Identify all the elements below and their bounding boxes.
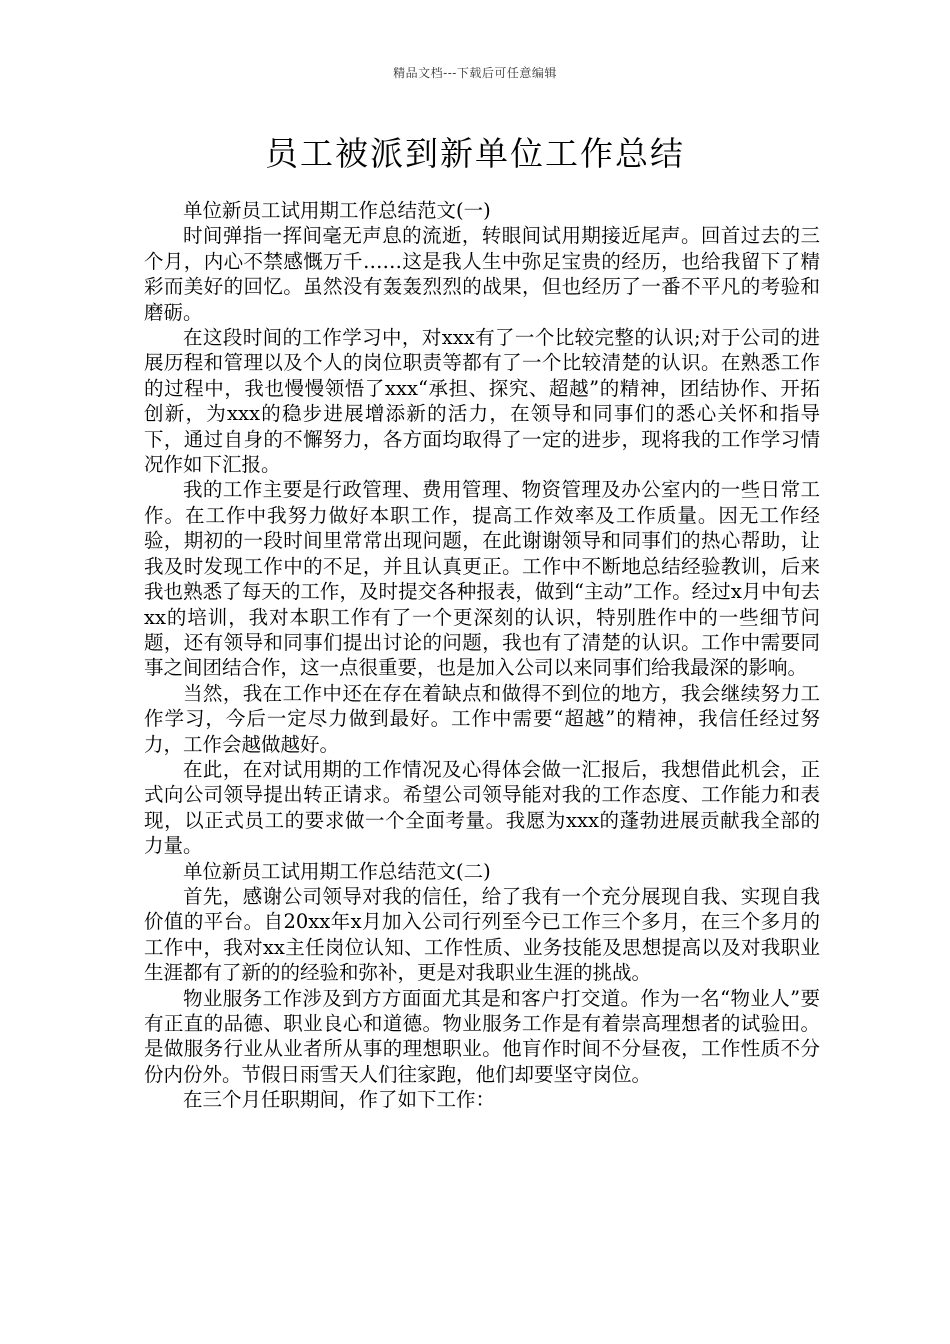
section-heading: 单位新员工试用期工作总结范文(二) xyxy=(183,859,491,883)
body-paragraph: 在此，在对试用期的工作情况及心得体会做一汇报后，我想借此机会，正式向公司领导提出转正请求。希望公司领导能对我的工作态度、工作能力和表现，以正式员工的要求做一个全面考量。我愿为xxx的蓬勃进展贡献我全部的力量。 xyxy=(144,757,820,858)
body-paragraph: 当然，我在工作中还在存在着缺点和做得不到位的地方，我会继续努力工作学习，今后一定尽力做到最好。工作中需要“超越”的精神，我信任经过努力，工作会越做越好。 xyxy=(144,681,820,756)
header-note: 精品文档---下载后可任意编辑 xyxy=(393,66,557,80)
section-heading: 单位新员工试用期工作总结范文(一) xyxy=(183,199,491,222)
body-paragraph: 首先，感谢公司领导对我的信任，给了我有一个充分展现自我、实现自我价值的平台。自20xx年x月加入公司行列至今已工作三个多月，在三个多月的工作中，我对xx主任岗位认知、工作性质、业务技能及思想提高以及对我职业生涯都有了新的的经验和弥补，更是对我职业生涯的挑战。 xyxy=(144,884,820,985)
body-paragraph: 物业服务工作涉及到方方面面尤其是和客户打交道。作为一名“物业人”要有正直的品德、职业良心和道德。物业服务工作是有着崇高理想者的试验田。是做服务行业从业者所从事的理想职业。他肓作时间不分昼夜，工作性质不分份内份外。节假日雨雪天人们往家跑，他们却要坚守岗位。 xyxy=(144,986,820,1086)
body-paragraph: 我的工作主要是行政管理、费用管理、物资管理及办公室内的一些日常工作。在工作中我努力做好本职工作，提高工作效率及工作质量。因无工作经验，期初的一段时间里常常出现问题，在此谢谢领导和同事们的热心帮助，让我及时发现工作中的不足，并且认真更正。工作中不断地总结经验教训，后来我也熟悉了每天的工作，及时提交各种报表，做到“主动”工作。经过x月中旬去xx的培训，我对本职工作有了一个更深刻的认识，特别胜作中的一些细节问题，还有领导和同事们提出讨论的问题，我也有了清楚的认识。工作中需要同事之间团结合作，这一点很重要，也是加入公司以来同事们给我最深的影响。 xyxy=(144,478,820,680)
document-body xyxy=(144,198,820,1113)
body-paragraph: 时间弹指一挥间毫无声息的流逝，转眼间试用期接近尾声。回首过去的三个月，内心不禁感慨万千……这是我人生中弥足宝贵的经历，也给我留下了精彩而美好的回忆。虽然没有轰轰烈烈的战果，但也经历了一番不平凡的考验和磨砺。 xyxy=(144,224,820,324)
body-paragraph: 在这段时间的工作学习中，对xxx有了一个比较完整的认识;对于公司的进展历程和管理以及个人的岗位职责等都有了一个比较清楚的认识。在熟悉工作的过程中，我也慢慢领悟了xxx“承担、探究、超越”的精神，团结协作、开拓创新，为xxx的稳步进展增添新的活力，在领导和同事们的悉心关怀和指导下，通过自身的不懈努力，各方面均取得了一定的进步，现将我的工作学习情况作如下汇报。 xyxy=(144,326,820,477)
body-paragraph: 在三个月任职期间，作了如下工作： xyxy=(183,1088,496,1112)
document-title: 员工被派到新单位工作总结 xyxy=(265,134,685,173)
